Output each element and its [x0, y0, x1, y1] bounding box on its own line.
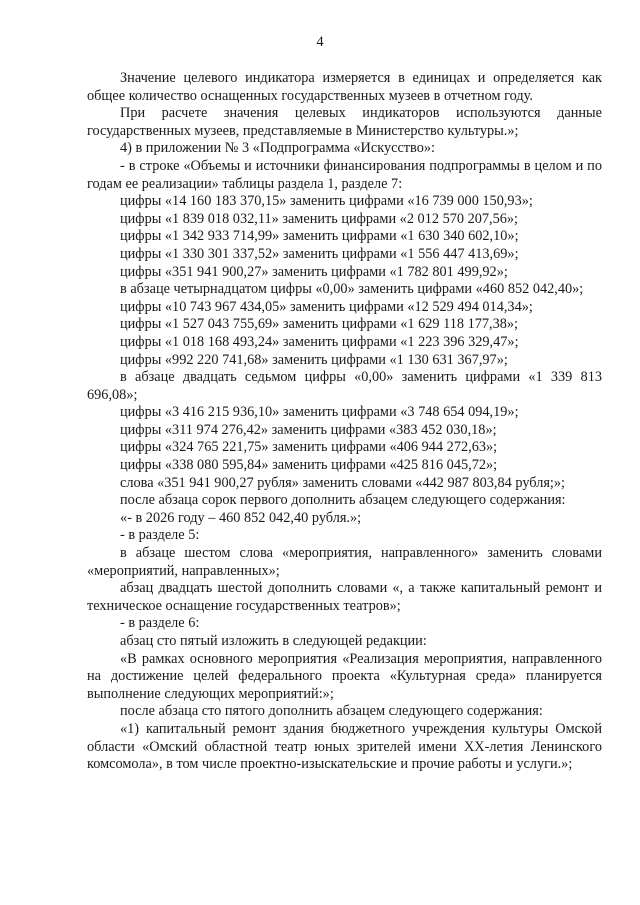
paragraph: цифры «992 220 741,68» заменить цифрами «1 130 631 367,97»;: [120, 351, 508, 368]
paragraph: после абзаца сорок первого дополнить абзацем следующего содержания:: [120, 492, 566, 509]
paragraph: - в разделе 6:: [120, 615, 200, 632]
paragraph: цифры «324 765 221,75» заменить цифрами «406 944 272,63»;: [120, 439, 498, 456]
paragraph: абзац двадцать шестой дополнить словами «, а также капитальный ремонт и техническое оснащение государственных театров»;: [87, 580, 602, 614]
paragraph: цифры «1 527 043 755,69» заменить цифрами «1 629 118 177,38»;: [120, 316, 519, 333]
paragraph: цифры «3 416 215 936,10» заменить цифрами «3 748 654 094,19»;: [120, 404, 519, 421]
paragraph: после абзаца сто пятого дополнить абзацем следующего содержания:: [120, 703, 543, 720]
paragraph: Значение целевого индикатора измеряется в единицах и определяется как общее количество оснащенных государственных музеев в отчетном году.: [87, 70, 602, 104]
paragraph: При расчете значения целевых индикаторов используются данные государственных музеев, представляемые в Министерство культуры.»;: [87, 105, 602, 139]
paragraph: слова «351 941 900,27 рубля» заменить словами «442 987 803,84 рубля;»;: [120, 474, 566, 491]
paragraph: в абзаце четырнадцатом цифры «0,00» заменить цифрами «460 852 042,40»;: [120, 281, 584, 298]
paragraph: 4) в приложении № 3 «Подпрограмма «Искусство»:: [120, 140, 435, 157]
paragraph: цифры «1 342 933 714,99» заменить цифрами «1 630 340 602,10»;: [120, 228, 519, 245]
paragraph: «- в 2026 году – 460 852 042,40 рубля.»;: [120, 509, 362, 526]
paragraph: цифры «10 743 967 434,05» заменить цифрами «12 529 494 014,34»;: [120, 298, 533, 315]
document-body: [87, 70, 602, 774]
paragraph: цифры «1 330 301 337,52» заменить цифрами «1 556 447 413,69»;: [120, 245, 519, 262]
paragraph: цифры «1 839 018 032,11» заменить цифрами «2 012 570 207,56»;: [120, 210, 519, 227]
paragraph: - в разделе 5:: [120, 527, 200, 544]
paragraph: в абзаце двадцать седьмом цифры «0,00» заменить цифрами «1 339 813 696,08»;: [87, 369, 602, 403]
paragraph: цифры «338 080 595,84» заменить цифрами «425 816 045,72»;: [120, 457, 498, 474]
paragraph: «1) капитальный ремонт здания бюджетного учреждения культуры Омской области «Омский областной театр юных зрителей имени XX-летия Ленинского комсомола», в том числе проектно-изыскательские и прочие работы и услуги.»;: [87, 720, 602, 773]
paragraph: цифры «311 974 276,42» заменить цифрами «383 452 030,18»;: [120, 421, 497, 438]
page-number: 4: [316, 34, 324, 50]
paragraph: цифры «1 018 168 493,24» заменить цифрами «1 223 396 329,47»;: [120, 333, 519, 350]
paragraph: - в строке «Объемы и источники финансирования подпрограммы в целом и по годам ее реализации» таблицы раздела 1, разделе 7:: [87, 157, 602, 192]
paragraph: цифры «14 160 183 370,15» заменить цифрами «16 739 000 150,93»;: [120, 193, 533, 210]
paragraph: цифры «351 941 900,27» заменить цифрами «1 782 801 499,92»;: [120, 263, 508, 280]
paragraph: в абзаце шестом слова «мероприятия, направленного» заменить словами «мероприятий, направленных»;: [87, 545, 602, 579]
paragraph: «В рамках основного мероприятия «Реализация мероприятия, направленного на достижение целей федерального проекта «Культурная среда» планируется выполнение следующих мероприятий:»;: [87, 650, 602, 702]
paragraph: абзац сто пятый изложить в следующей редакции:: [120, 633, 427, 649]
